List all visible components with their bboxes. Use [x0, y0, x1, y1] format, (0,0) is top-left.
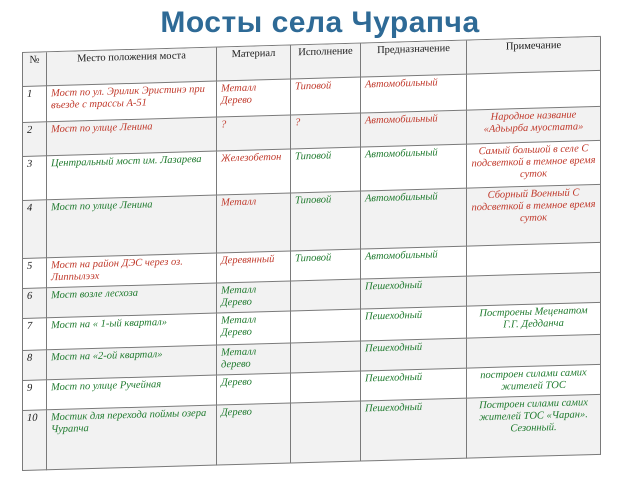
bridge-note: Построены Меценатом Г.Г. Дедданча: [467, 303, 601, 339]
bridge-execution: [291, 310, 361, 344]
bridge-place: Мост по улице Ленина: [47, 196, 217, 259]
bridge-place: Мост по улице Ленина: [47, 118, 217, 157]
bridge-place: Мост возле лесхоза: [47, 284, 217, 319]
row-number: 2: [23, 122, 47, 157]
bridge-execution: ?: [291, 114, 361, 150]
bridge-material: Металл Дерево: [217, 311, 291, 345]
bridges-table: [22, 36, 601, 471]
bridge-note: Народное название «Адьырба муостата»: [467, 107, 601, 145]
bridge-material: Деревянный: [217, 251, 291, 283]
bridge-execution: [291, 372, 361, 404]
bridge-purpose: Пешеходный: [361, 399, 467, 462]
bridge-note: Сборный Военный С подсветкой в темное время суток: [467, 185, 601, 247]
bridge-material: Дерево: [217, 373, 291, 405]
bridge-place: Мост по улице Ручейная: [47, 376, 217, 411]
row-number: 3: [23, 156, 47, 201]
bridge-place: Мостик для перехода поймы озера Чурапча: [47, 406, 217, 471]
bridge-note: Построен силами самих жителей ТОС «Чаран». Сезонный.: [467, 395, 601, 459]
bridge-material: Дерево: [217, 403, 291, 465]
bridge-execution: Типовой: [291, 192, 361, 252]
bridge-note: построен силами самих жителей ТОС: [467, 365, 601, 399]
bridge-place: Мост на « 1-ый квартал»: [47, 314, 217, 351]
bridge-material: ?: [217, 115, 291, 151]
header-material: Материал: [217, 45, 291, 81]
row-number: 6: [23, 288, 47, 319]
page-title: Мосты села Чурапча: [160, 6, 480, 39]
bridge-note: [467, 71, 601, 111]
bridge-place: Центральный мост им. Лазарева: [47, 152, 217, 201]
row-number: 4: [23, 200, 47, 259]
bridge-execution: [291, 280, 361, 312]
row-number: 9: [23, 380, 47, 411]
bridge-purpose: Автомобильный: [361, 247, 467, 280]
bridge-purpose: Пешеходный: [361, 307, 467, 342]
bridge-material: Металл Дерево: [217, 281, 291, 313]
header-execution: Исполнение: [291, 44, 361, 80]
bridge-material: Металл: [217, 193, 291, 253]
header-place: Место положения моста: [47, 48, 217, 87]
bridge-purpose: Автомобильный: [361, 75, 467, 114]
bridge-purpose: Автомобильный: [361, 189, 467, 250]
row-number: 7: [23, 318, 47, 351]
bridge-note: [467, 273, 601, 307]
header-number: №: [23, 52, 47, 87]
row-number: 10: [23, 410, 47, 471]
bridge-execution: Типовой: [291, 78, 361, 116]
row-number: 8: [23, 350, 47, 381]
row-number: 1: [23, 86, 47, 123]
bridge-material: Металл Дерево: [217, 79, 291, 117]
bridge-place: Мост на район ДЭС через оз. Липпылээх: [47, 254, 217, 289]
bridge-purpose: Пешеходный: [361, 369, 467, 402]
bridge-material: Железобетон: [217, 149, 291, 195]
bridge-material: Металл дерево: [217, 343, 291, 375]
bridge-execution: [291, 342, 361, 374]
bridge-place: Мост по ул. Эрилик Эристинэ при въезде с трассы А-51: [47, 82, 217, 123]
bridge-place: Мост на «2-ой квартал»: [47, 346, 217, 381]
row-number: 5: [23, 258, 47, 289]
bridges-table-wrapper: [22, 39, 600, 480]
bridge-purpose: Пешеходный: [361, 277, 467, 310]
bridge-note: [467, 335, 601, 369]
bridge-purpose: Пешеходный: [361, 339, 467, 372]
bridge-execution: Типовой: [291, 148, 361, 194]
header-note: Примечание: [467, 37, 601, 75]
bridge-note: [467, 243, 601, 277]
bridge-purpose: Автомобильный: [361, 145, 467, 192]
bridge-note: Самый большой в селе С подсветкой в темное время суток: [467, 141, 601, 189]
bridge-purpose: Автомобильный: [361, 111, 467, 148]
bridge-execution: Типовой: [291, 250, 361, 282]
header-purpose: Предназначение: [361, 41, 467, 78]
bridge-execution: [291, 402, 361, 464]
